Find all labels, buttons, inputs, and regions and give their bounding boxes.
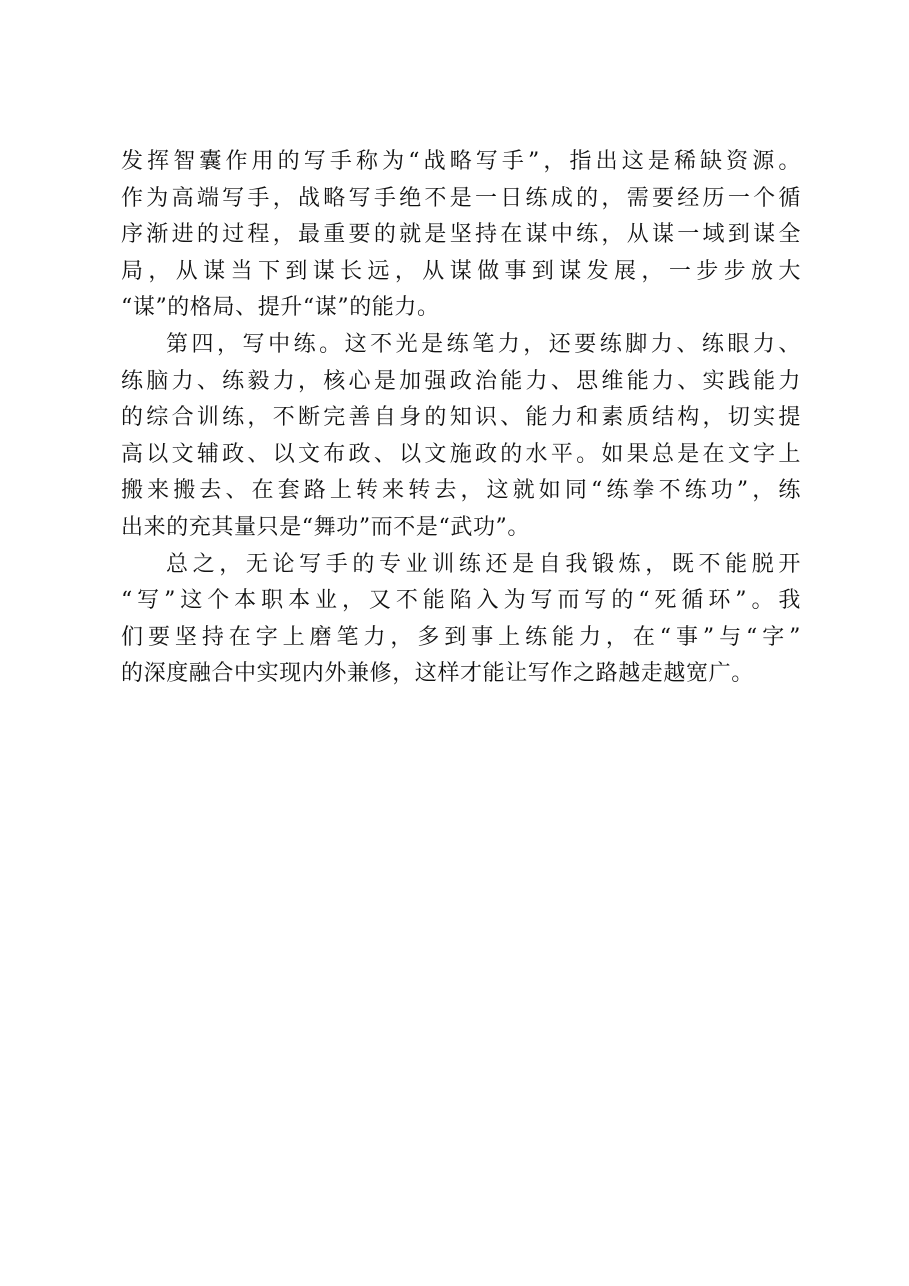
paragraph-3 [121, 547, 801, 693]
text-line: 发挥智囊作用的写手称为“战略写手”，指出这是稀缺资源。 [121, 149, 801, 174]
text-line: 序渐进的过程，最重要的就是坚持在谋中练，从谋一域到谋全 [121, 222, 801, 248]
text-line: 作为高端写手，战略写手绝不是一日练成的，需要经历一个循 [121, 185, 801, 211]
text-line: “谋”的格局、提升“谋”的能力。 [121, 295, 440, 321]
text-line: 的深度融合中实现内外兼修，这样才能让写作之路越走越宽广。 [121, 661, 754, 687]
text-line: “写”这个本职本业，又不能陷入为写而写的“死循环”。我 [121, 588, 801, 614]
text-line: 的综合训练，不断完善自身的知识、能力和素质结构，切实提 [121, 405, 801, 431]
text-line: 总之，无论写手的专业训练还是自我锻炼，既不能脱开 [166, 551, 801, 577]
text-line: 搬来搬去、在套路上转来转去，这就如同“练拳不练功”，练 [121, 478, 801, 504]
text-line: 高以文辅政、以文布政、以文施政的水平。如果总是在文字上 [121, 441, 801, 467]
text-line: 第四，写中练。这不光是练笔力，还要练脚力、练眼力、 [166, 331, 801, 357]
text-line: 练脑力、练毅力，核心是加强政治能力、思维能力、实践能力 [121, 368, 801, 394]
text-line: 局，从谋当下到谋长远，从谋做事到谋发展，一步步放大 [121, 258, 801, 284]
paragraph-2 [121, 327, 801, 547]
text-line: 们要坚持在字上磨笔力，多到事上练能力，在“事”与“字” [121, 624, 801, 650]
paragraph-1 [121, 144, 801, 327]
document-body [121, 144, 801, 693]
text-line: 出来的充其量只是“舞功”而不是“武功”。 [121, 514, 530, 540]
